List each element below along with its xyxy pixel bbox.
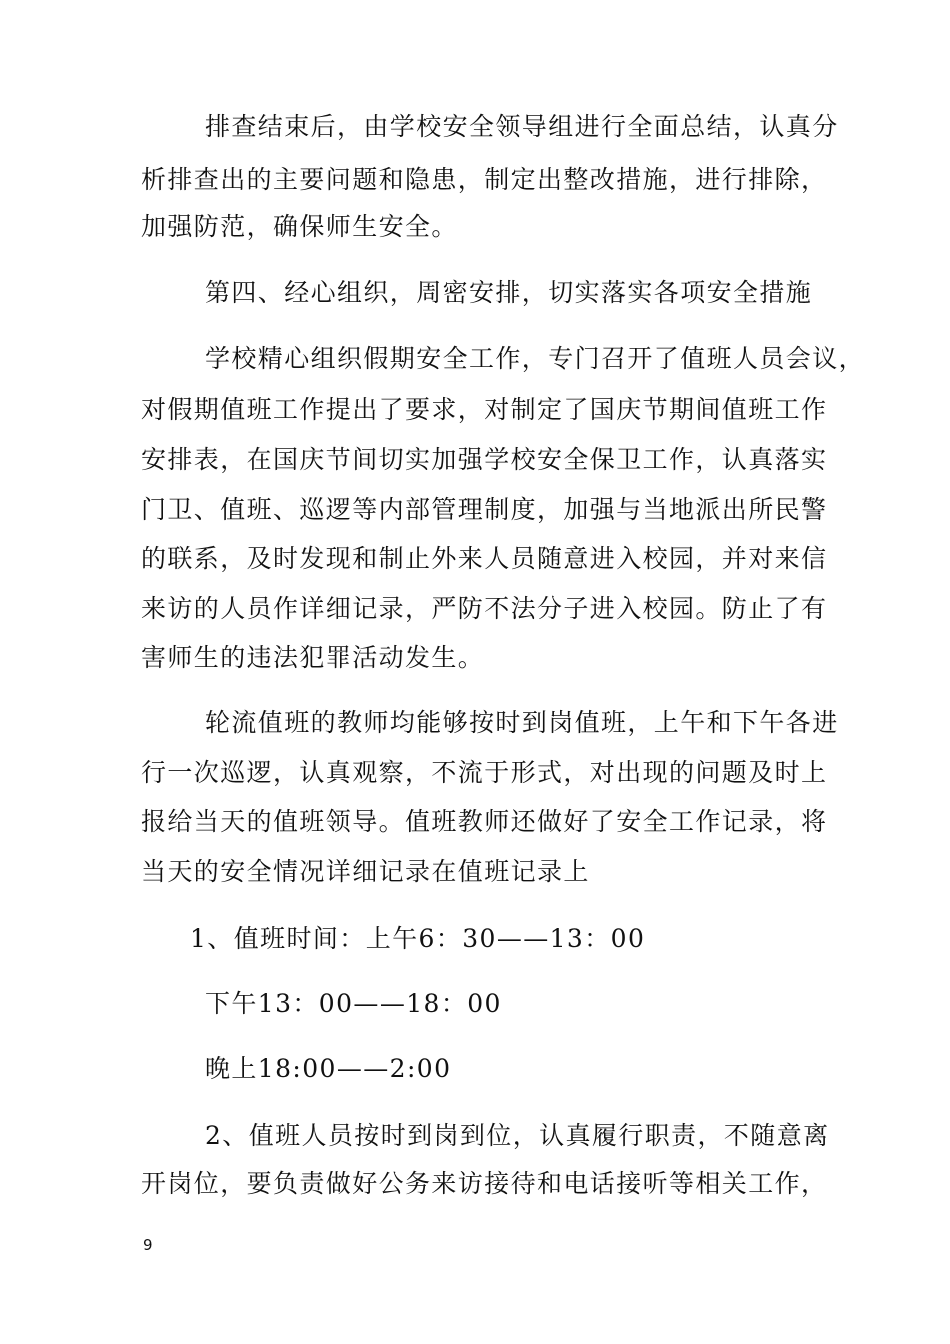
text-line: 安排表，在国庆节间切实加强学校安全保卫工作，认真落实	[141, 445, 828, 474]
text-line: 轮流值班的教师均能够按时到岗值班，上午和下午各进	[205, 708, 839, 737]
text-line: 析排查出的主要问题和隐患，制定出整改措施，进行排除，	[141, 165, 828, 194]
text-line: 下午13：00——18：00	[205, 989, 502, 1018]
text-line: 学校精心组织假期安全工作，专门召开了值班人员会议，	[205, 344, 866, 373]
text-line: 当天的安全情况详细记录在值班记录上	[141, 857, 590, 886]
text-line: 对假期值班工作提出了要求，对制定了国庆节期间值班工作	[141, 395, 828, 424]
text-line: 2、值班人员按时到岗到位，认真履行职责，不随意离	[205, 1121, 830, 1150]
text-line: 排查结束后，由学校安全领导组进行全面总结，认真分	[205, 112, 839, 141]
text-line: 报给当天的值班领导。值班教师还做好了安全工作记录，将	[141, 807, 828, 836]
text-line: 1、值班时间：上午6：30——13：00	[190, 924, 646, 953]
heading-line: 第四、经心组织，周密安排，切实落实各项安全措施	[205, 278, 813, 307]
text-line: 行一次巡逻，认真观察，不流于形式，对出现的问题及时上	[141, 758, 828, 787]
text-line: 晚上18:00——2:00	[205, 1054, 452, 1083]
text-line: 开岗位，要负责做好公务来访接待和电话接听等相关工作，	[141, 1169, 828, 1198]
text-line: 害师生的违法犯罪活动发生。	[141, 643, 485, 672]
text-line: 来访的人员作详细记录，严防不法分子进入校园。防止了有	[141, 594, 828, 623]
text-line: 加强防范，确保师生安全。	[141, 212, 458, 241]
text-line: 门卫、值班、巡逻等内部管理制度，加强与当地派出所民警	[141, 495, 828, 524]
text-line: 的联系，及时发现和制止外来人员随意进入校园，并对来信	[141, 544, 828, 573]
page-number: 9	[143, 1236, 153, 1254]
